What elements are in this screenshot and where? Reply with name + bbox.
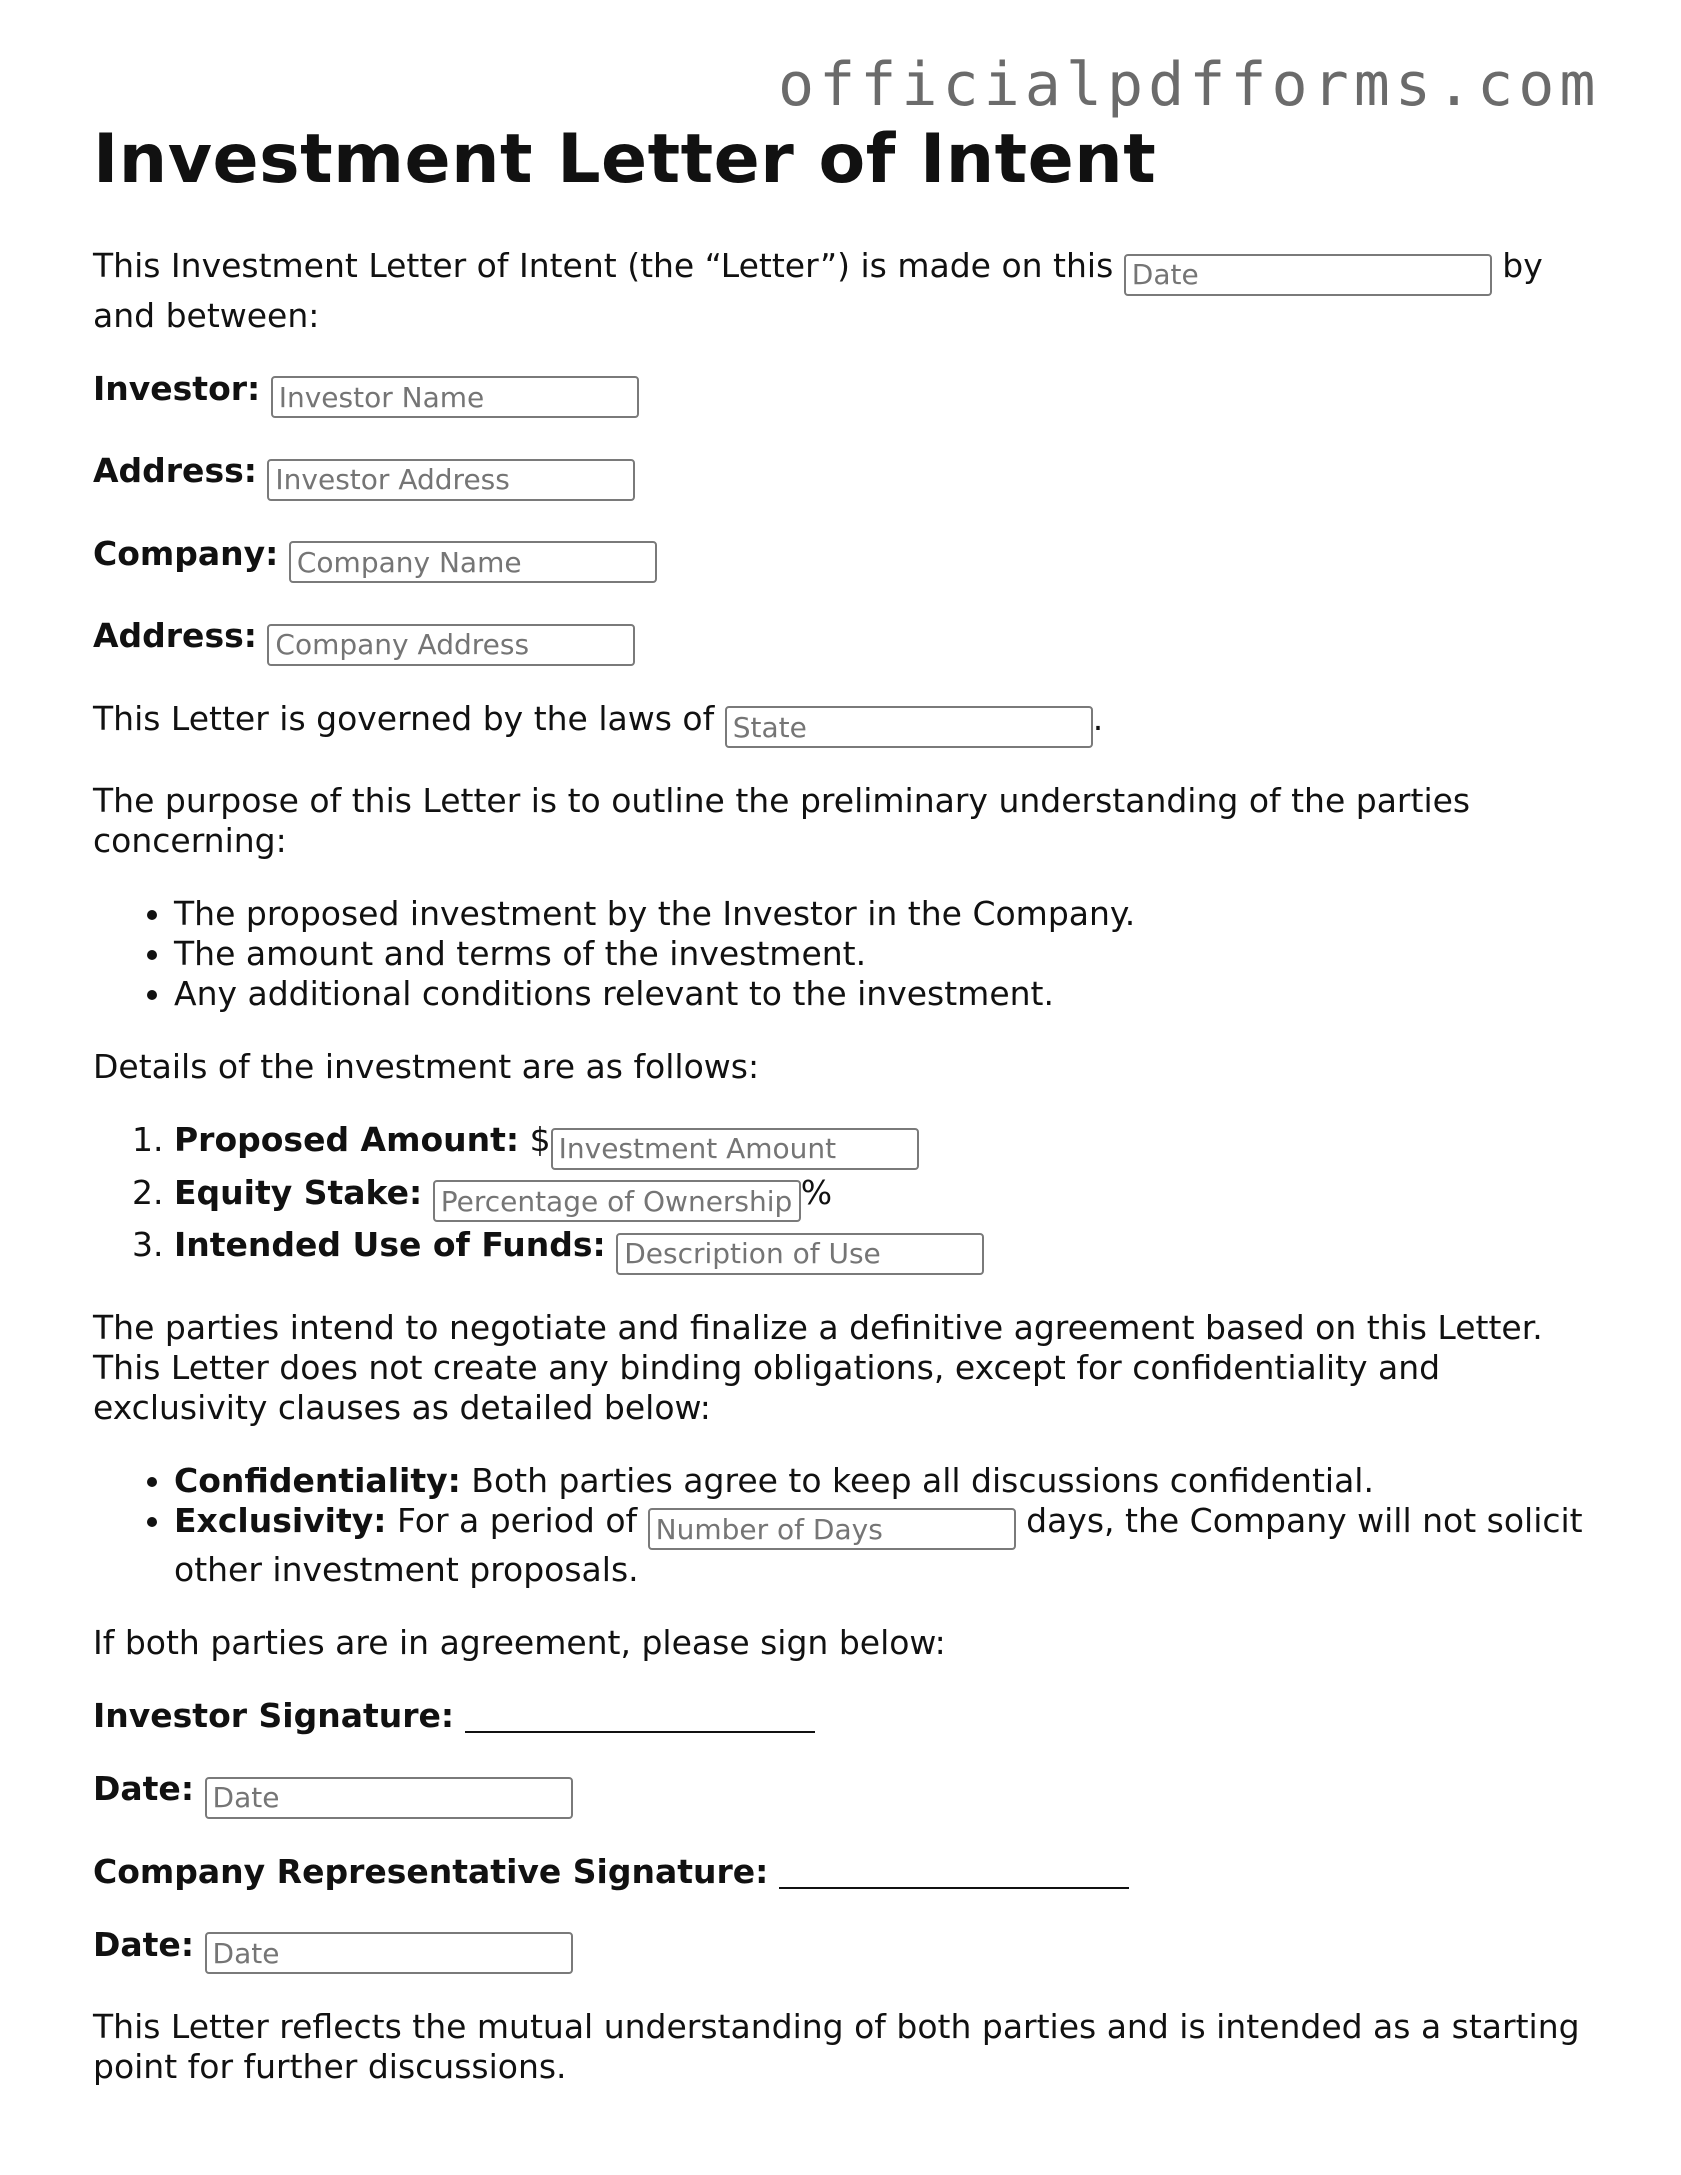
percent-sign: %: [800, 1172, 833, 1212]
intro-text-before: This Investment Letter of Intent (the “Letter”) is made on this: [93, 246, 1124, 285]
investor-address-input[interactable]: [267, 459, 635, 501]
company-name-row: [93, 534, 1593, 584]
investor-address-label: Address:: [93, 451, 257, 490]
investor-signature-label: Investor Signature:: [93, 1696, 455, 1735]
investor-name-input[interactable]: [271, 376, 639, 418]
investor-signature-row: [93, 1696, 1593, 1736]
proposed-amount-label: Proposed Amount:: [174, 1120, 520, 1159]
exclusivity-label: Exclusivity:: [174, 1500, 387, 1540]
investor-signature-line[interactable]: [465, 1699, 815, 1733]
ownership-percentage-input[interactable]: [433, 1180, 801, 1222]
exclusivity-days-input[interactable]: [648, 1508, 1016, 1550]
list-item: • The proposed investment by the Investor in the Company.: [174, 894, 1593, 934]
purpose-list: [93, 894, 1593, 1014]
company-address-row: [93, 616, 1593, 666]
document-title: Investment Letter of Intent: [93, 120, 1157, 199]
confidentiality-label: Confidentiality:: [174, 1460, 461, 1500]
company-date-row: [93, 1925, 1593, 1975]
confidentiality-text: Both parties agree to keep all discussions confidential.: [460, 1460, 1374, 1500]
exclusivity-text-after: days, the Company will not solicit other investment proposals.: [174, 1500, 1583, 1589]
dollar-sign: $: [519, 1120, 551, 1159]
intro-paragraph: [93, 246, 1593, 336]
letter-date-input[interactable]: [1124, 254, 1492, 296]
list-item: • Any additional conditions relevant to the investment.: [174, 974, 1593, 1014]
exclusivity-clause: [174, 1501, 1593, 1591]
company-address-label: Address:: [93, 616, 257, 655]
investor-name-label: Investor:: [93, 368, 261, 408]
governing-law-paragraph: [93, 699, 1593, 749]
use-of-funds-input[interactable]: [616, 1233, 984, 1275]
governing-text-after: .: [1092, 698, 1104, 738]
company-address-input[interactable]: [267, 624, 635, 666]
company-signature-label: Company Representative Signature:: [93, 1851, 769, 1891]
investor-date-input[interactable]: [205, 1777, 573, 1819]
negotiation-paragraph: The parties intend to negotiate and finalize a definitive agreement based on this Letter. This Letter does not create any binding obligations, except for confidentiality and exclusivity clauses as detailed below:: [93, 1307, 1543, 1427]
state-input[interactable]: [725, 706, 1093, 748]
intended-use-label: Intended Use of Funds:: [174, 1225, 606, 1264]
confidentiality-clause: [174, 1461, 1593, 1501]
company-signature-line[interactable]: [779, 1855, 1129, 1889]
company-name-label: Company:: [93, 533, 279, 573]
intro-text-after: by and between:: [93, 246, 1543, 335]
proposed-amount-item: [174, 1120, 1593, 1170]
document-page: [93, 120, 1593, 2120]
clauses-list: [93, 1461, 1593, 1591]
watermark: officialpdfforms.com: [778, 50, 1601, 120]
details-paragraph: Details of the investment are as follows:: [93, 1047, 760, 1086]
company-signature-row: [93, 1852, 1593, 1892]
company-date-input[interactable]: [205, 1932, 573, 1974]
closing-paragraph: This Letter reflects the mutual understanding of both parties and is intended as a starting point for further discussions.: [93, 2007, 1580, 2086]
purpose-paragraph: The purpose of this Letter is to outline the preliminary understanding of the parties concerning:: [93, 781, 1471, 860]
investor-date-row: [93, 1769, 1593, 1819]
investment-amount-input[interactable]: [551, 1128, 919, 1170]
company-date-label: Date:: [93, 1924, 195, 1964]
list-item: • The amount and terms of the investment.: [174, 934, 1593, 974]
intended-use-item: [174, 1225, 1593, 1275]
company-name-input[interactable]: [289, 541, 657, 583]
exclusivity-text-before: For a period of: [386, 1500, 648, 1540]
sign-prompt: If both parties are in agreement, please sign below:: [93, 1623, 946, 1662]
equity-stake-label: Equity Stake:: [174, 1172, 423, 1212]
investor-address-row: [93, 451, 1593, 501]
equity-stake-item: [174, 1173, 1593, 1223]
investor-date-label: Date:: [93, 1769, 195, 1808]
details-list: [93, 1120, 1593, 1275]
governing-text-before: This Letter is governed by the laws of: [93, 698, 725, 738]
investor-name-row: [93, 369, 1593, 419]
